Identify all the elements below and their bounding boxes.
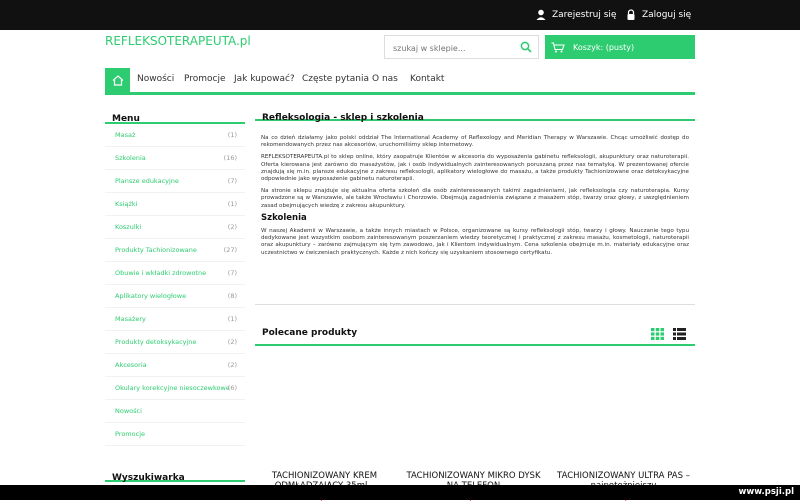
search-icon[interactable] xyxy=(520,41,532,53)
product-name: TACHIONIZOWANY KREM xyxy=(271,471,378,481)
nav-item-jak-kupowac[interactable]: Jak kupować? xyxy=(234,74,295,84)
category-label: Akcesoria xyxy=(115,361,147,369)
category-label: Produkty Tachionizowane xyxy=(115,246,197,254)
category-count: (2) xyxy=(227,361,237,369)
category-count: (16) xyxy=(223,154,237,162)
category-count: (1) xyxy=(227,131,237,139)
category-count: (7) xyxy=(227,177,237,185)
category-count: (1) xyxy=(227,200,237,208)
category-count: (2) xyxy=(227,223,237,231)
sidebar-item-ksiazki[interactable] xyxy=(105,193,245,216)
sidebar-item-aplikatory[interactable] xyxy=(105,285,245,308)
register-link[interactable] xyxy=(536,9,616,20)
content-paragraph: W naszej Akademii w Warszawie, a także innych miastach w Polsce, organizowane są kursy refleksologii stóp, twarzy i głowy. Nauczanie tego typu dedykowane jest wszystkim osobom zainteresowanym poszerzaniem wiedzy teoretycznej i praktycznej z zakresu masażu, kosmetologii, naturoterapii oraz akupunktury – zarówno zajmującym się tym zawodowo, jak i Klientom indywidualnym. Cena szkolenia obejmuje m.in. materiały edukacyjne oraz uczestnictwo w ćwiczeniach praktycznych. Każde z nich kończy się uzyskaniem stosownego certyfikatu. xyxy=(261,228,689,256)
category-count: (6) xyxy=(227,384,237,392)
nav-item-nowosci[interactable]: Nowości xyxy=(137,74,175,84)
cart-label: Koszyk: (pusty) xyxy=(573,42,635,52)
home-icon xyxy=(112,75,124,86)
register-label: Zarejestruj się xyxy=(552,9,617,20)
sidebar-title: Menu xyxy=(112,114,140,124)
content-paragraph: Na co dzień działamy jako polski oddział The International Academy of Reflexology and Meridian Therapy w Warszawie. Chcąc umożliwić dostęp do rekomendowanych przez nas akcesoriów, uruchomiliśmy sklep internetowy. xyxy=(261,135,689,149)
search-input[interactable] xyxy=(385,38,515,60)
site-logo[interactable]: REFLEKSOTERAPEUTA.pl xyxy=(105,34,251,48)
login-label: Zaloguj się xyxy=(642,9,692,20)
category-label: Książki xyxy=(115,200,138,208)
category-count: (8) xyxy=(227,292,237,300)
content-body xyxy=(255,121,695,257)
category-label: Okulary korekcyjne niesoczewkowe xyxy=(115,384,230,392)
nav-item-o-nas[interactable]: O nas xyxy=(372,74,398,84)
featured-products-header xyxy=(255,322,695,346)
bottom-bar xyxy=(0,485,800,500)
category-label: Koszulki xyxy=(115,223,142,231)
category-label: Obuwie i wkładki zdrowotne xyxy=(115,269,207,277)
sidebar-item-promocje[interactable] xyxy=(105,423,245,446)
lock-icon xyxy=(626,9,636,20)
category-list xyxy=(105,124,245,446)
content-panel xyxy=(255,100,695,305)
featured-products-title: Polecane produkty xyxy=(262,328,358,338)
watermark: www.psji.pl xyxy=(738,487,794,497)
category-label: Szkolenia xyxy=(115,154,146,162)
sidebar-item-akcesoria[interactable] xyxy=(105,354,245,377)
top-bar xyxy=(0,0,800,30)
category-count: (7) xyxy=(227,269,237,277)
sidebar-item-nowosci[interactable] xyxy=(105,400,245,423)
nav-item-promocje[interactable]: Promocje xyxy=(184,74,226,84)
nav-item-kontakt[interactable]: Kontakt xyxy=(410,74,445,84)
category-label: Aplikatory wielogłowe xyxy=(115,292,187,300)
category-label: Plansze edukacyjne xyxy=(115,177,179,185)
main-nav xyxy=(105,68,695,92)
content-paragraph: REFLEKSOTERAPEUTA.pl to sklep online, który zaopatruje Klientów w akcesoria do wyposażenia gabinetu refleksologii, akupunktury oraz naturoterapii. Oferta kierowana jest zarówno do masażystów, jak i osób indywidualnych zainteresowanych poruszaną przez nas tematyką. W prezentowanej ofercie znajdują się m.in. plansze edukacyjne z zakresu refleksologii, aplikatory wielogłowe do masażu, a także produkty Tachionizowane oraz detoksykacyjne odpowiednie jako wyposażenie gabinetu naturoterapii. xyxy=(261,154,689,183)
category-label: Produkty detoksykacyjne xyxy=(115,338,197,346)
nav-divider xyxy=(105,92,695,95)
sidebar-item-plansze[interactable] xyxy=(105,170,245,193)
cart-icon xyxy=(551,42,565,53)
category-label: Nowości xyxy=(115,407,142,415)
category-label: Promocje xyxy=(115,430,145,438)
product-name: TACHIONIZOWANY ULTRA PAS – xyxy=(557,471,690,481)
list-view-icon[interactable] xyxy=(673,328,686,340)
category-count: (2) xyxy=(227,338,237,346)
user-icon xyxy=(536,9,546,20)
search-panel-header xyxy=(105,460,245,482)
category-label: Masaż xyxy=(115,131,136,139)
sidebar-item-koszulki[interactable] xyxy=(105,216,245,239)
sidebar-item-obuwie[interactable] xyxy=(105,262,245,285)
content-header xyxy=(255,100,695,121)
sidebar-item-masaz[interactable] xyxy=(105,124,245,147)
content-subheading: Szkolenia xyxy=(261,212,307,223)
search-panel-title: Wyszukiwarka xyxy=(112,473,185,483)
sidebar-item-masazery[interactable] xyxy=(105,308,245,331)
category-count: (27) xyxy=(223,246,237,254)
home-button[interactable] xyxy=(105,68,130,92)
search-box xyxy=(384,35,539,59)
sidebar-item-szkolenia[interactable] xyxy=(105,147,245,170)
content-title: Refleksologia - sklep i szkolenia xyxy=(262,113,424,123)
cart-button[interactable] xyxy=(545,35,695,59)
login-link[interactable] xyxy=(626,9,691,20)
content-paragraph: Na stronie sklepu znajduje się aktualna oferta szkoleń dla osób zainteresowanych takimi zagadnieniami, jak refleksologia czy naturoterapia. Kursy prowadzone są w Warszawie, ale także Wrocławiu i Chorzowie. Obejmują zagadnienia związane z masażem stóp, twarzy oraz głowy, z uwzględnieniem zasad obejmujących wiedzę z zakresu akupunktury. xyxy=(261,188,689,209)
category-count: (1) xyxy=(227,315,237,323)
sidebar-item-detoks[interactable] xyxy=(105,331,245,354)
sidebar-item-tachionizowane[interactable] xyxy=(105,239,245,262)
product-name: TACHIONIZOWANY MIKRO DYSK xyxy=(406,471,541,481)
sidebar-header xyxy=(105,100,245,124)
sidebar-menu xyxy=(105,100,245,446)
category-label: Masażery xyxy=(115,315,146,323)
nav-item-czeste-pytania[interactable]: Częste pytania xyxy=(302,74,369,84)
sidebar-item-okulary[interactable] xyxy=(105,377,245,400)
grid-view-icon[interactable] xyxy=(651,328,664,340)
